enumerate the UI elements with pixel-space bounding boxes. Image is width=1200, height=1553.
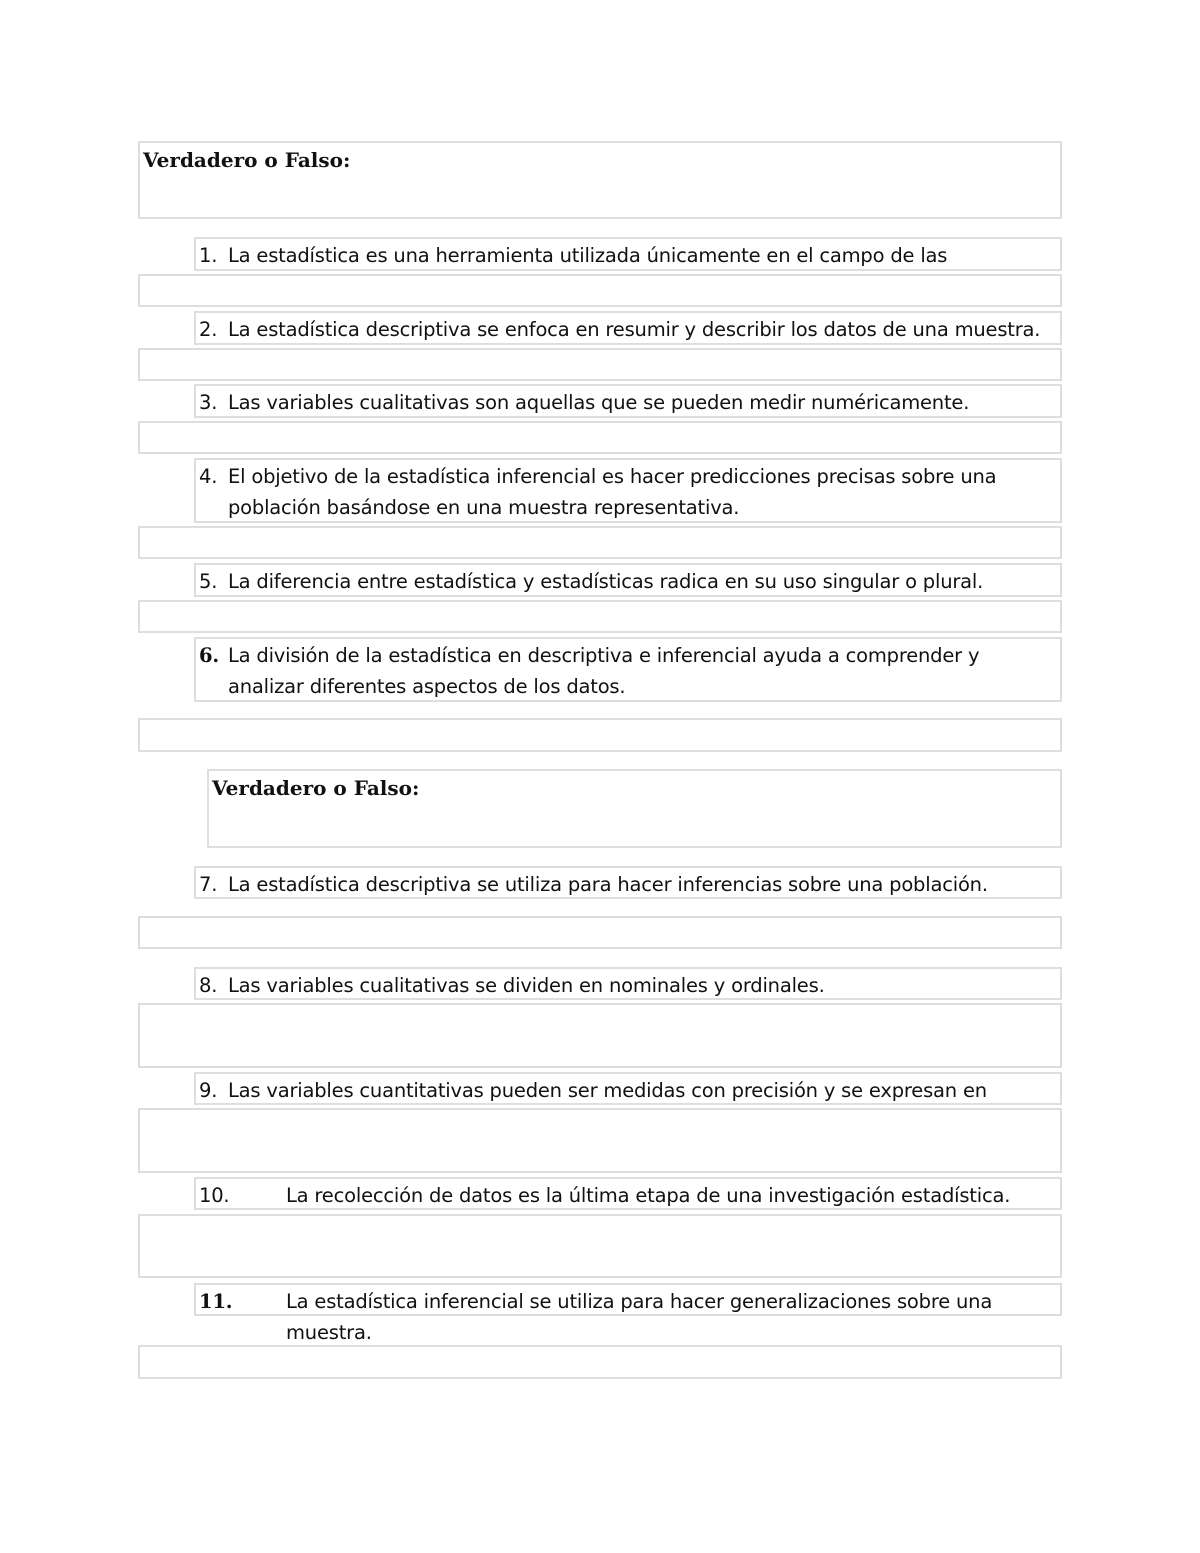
question-number: 10. [199, 1184, 230, 1207]
question-7 [194, 866, 1062, 899]
section-1-title: Verdadero o Falso: [138, 141, 1062, 219]
question-number: 9. [199, 1079, 218, 1102]
question-number: 4. [199, 465, 218, 488]
answer-field-11[interactable] [138, 1345, 1062, 1379]
question-number: 5. [199, 570, 218, 593]
question-text: Las variables cualitativas son aquellas que se pueden medir numéricamente. [228, 391, 970, 414]
question-text: La estadística es una herramienta utilizada únicamente en el campo de las [228, 244, 948, 267]
answer-field-2[interactable] [138, 348, 1062, 381]
question-text: La estadística inferencial se utiliza para hacer generalizaciones sobre una muestra. [286, 1290, 993, 1344]
question-number: 2. [199, 318, 218, 341]
question-text: La diferencia entre estadística y estadísticas radica en su uso singular o plural. [228, 570, 984, 593]
answer-field-10[interactable] [138, 1214, 1062, 1278]
question-number: 1. [199, 244, 218, 267]
question-11 [194, 1283, 1062, 1344]
answer-field-6[interactable] [138, 718, 1062, 752]
question-5 [194, 563, 1062, 597]
question-text: El objetivo de la estadística inferencial es hacer predicciones precisas sobre una población basándose en una muestra representativa. [228, 465, 997, 519]
answer-field-3[interactable] [138, 421, 1062, 454]
question-text: La recolección de datos es la última etapa de una investigación estadística. [286, 1184, 1011, 1207]
question-text: La división de la estadística en descriptiva e inferencial ayuda a comprender y analizar diferentes aspectos de los datos. [228, 644, 980, 698]
question-text: Las variables cualitativas se dividen en nominales y ordinales. [228, 974, 825, 997]
answer-field-9[interactable] [138, 1108, 1062, 1173]
question-6 [194, 637, 1062, 702]
question-1 [194, 237, 1062, 271]
answer-field-8[interactable] [138, 1003, 1062, 1068]
question-3 [194, 384, 1062, 418]
answer-field-4[interactable] [138, 526, 1062, 559]
question-2 [194, 311, 1062, 345]
question-number: 3. [199, 391, 218, 414]
question-number: 8. [199, 974, 218, 997]
question-8 [194, 967, 1062, 1000]
question-10 [194, 1177, 1062, 1210]
answer-field-7[interactable] [138, 916, 1062, 949]
question-number: 11. [199, 1290, 233, 1313]
answer-field-1[interactable] [138, 274, 1062, 307]
question-9 [194, 1072, 1062, 1105]
question-4 [194, 458, 1062, 523]
question-text: La estadística descriptiva se enfoca en resumir y describir los datos de una muestra. [228, 318, 1041, 341]
question-number: 7. [199, 873, 218, 896]
answer-field-5[interactable] [138, 600, 1062, 633]
question-text: La estadística descriptiva se utiliza para hacer inferencias sobre una población. [228, 873, 988, 896]
section-2-title: Verdadero o Falso: [207, 769, 1062, 848]
question-number: 6. [199, 644, 219, 667]
question-text: Las variables cuantitativas pueden ser medidas con precisión y se expresan en [228, 1079, 987, 1102]
